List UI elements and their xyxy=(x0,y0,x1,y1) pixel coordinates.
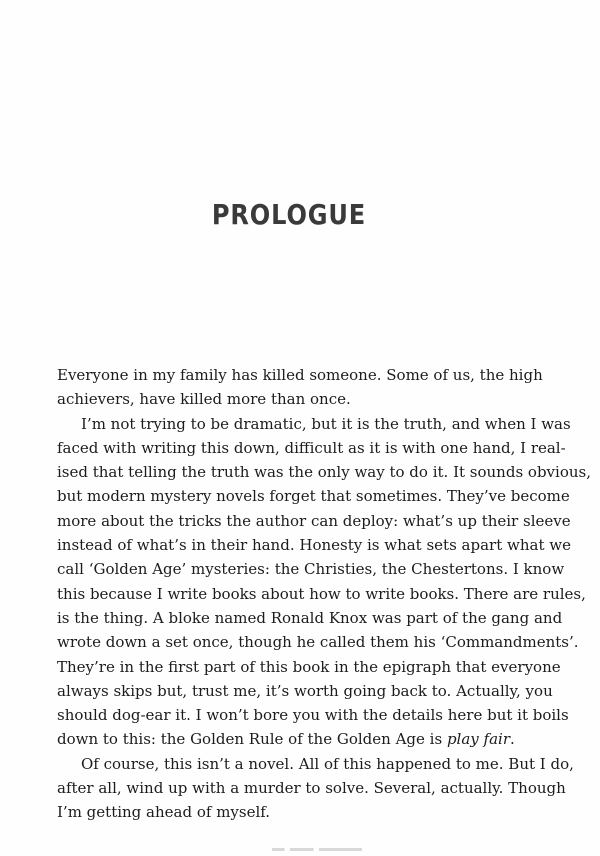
text-line: is the thing. A bloke named Ronald Knox was part of the gang and xyxy=(57,608,563,627)
text-line xyxy=(57,727,520,751)
emphasis-text: play fair xyxy=(446,730,510,749)
text-line: should dog-ear it. I won’t bore you with the details here but it boils xyxy=(57,706,569,725)
text-line: more about the tricks the author can deploy: what’s up their sleeve xyxy=(57,511,571,530)
text-line: faced with writing this down, difficult as it is with one hand, I real- xyxy=(57,438,566,457)
text-line: instead of what’s in their hand. Honesty is what sets apart what we xyxy=(57,536,571,555)
chapter-title: PROLOGUE xyxy=(211,198,367,231)
text-line: ised that telling the truth was the only way to do it. It sounds obvious, xyxy=(57,463,591,482)
text-line: call ‘Golden Age’ mysteries: the Christies, the Chestertons. I know xyxy=(57,560,565,579)
text-line: but modern mystery novels forget that sometimes. They’ve become xyxy=(57,487,570,506)
body-text xyxy=(57,363,591,825)
text-line: this because I write books about how to write books. There are rules, xyxy=(57,584,586,603)
text-segment: . xyxy=(509,730,515,749)
cut-off-next-line xyxy=(272,846,362,856)
text-line: achievers, have killed more than once. xyxy=(57,390,351,409)
text-line: They’re in the first part of this book in the epigraph that everyone xyxy=(57,657,561,676)
text-line: I’m not trying to be dramatic, but it is the truth, and when I was xyxy=(81,414,571,433)
text-line: after all, wind up with a murder to solve. Several, actually. Though xyxy=(57,779,566,798)
text-line: wrote down a set once, though he called them his ‘Commandments’. xyxy=(57,633,579,652)
text-line: Of course, this isn’t a novel. All of this happened to me. But I do, xyxy=(81,754,574,773)
text-segment: down to this: the Golden Rule of the Golden Age is xyxy=(57,730,447,749)
text-line: always skips but, trust me, it’s worth going back to. Actually, you xyxy=(57,681,553,700)
text-line: I’m getting ahead of myself. xyxy=(57,803,271,822)
text-line: Everyone in my family has killed someone. Some of us, the high xyxy=(57,366,543,384)
